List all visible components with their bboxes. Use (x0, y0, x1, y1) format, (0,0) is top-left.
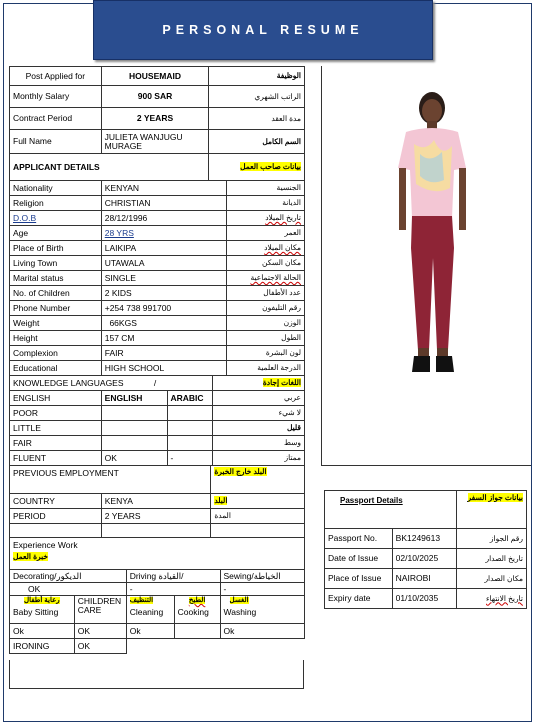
experience-childcare-value: OK (74, 624, 126, 639)
details-table (9, 180, 305, 376)
previous-period-ar: المدة (211, 509, 305, 524)
experience-row (10, 624, 305, 639)
language-arabic: - (167, 451, 213, 466)
language-ar: ممتاز (213, 451, 305, 466)
language-ar: لا شيء (213, 406, 305, 421)
passport-value: 01/10/2035 (392, 589, 457, 609)
language-english (101, 436, 167, 451)
detail-row (10, 316, 305, 331)
salary-value: 900 SAR (101, 86, 209, 108)
contract-label: Contract Period (10, 108, 102, 130)
experience-ar: الطبخ (188, 597, 206, 604)
previous-period-row (10, 509, 305, 524)
detail-row (10, 361, 305, 376)
experience-row (10, 596, 305, 624)
passport-label: Place of Issue (325, 569, 393, 589)
detail-value: 28 YRS (101, 226, 227, 241)
language-ar: قليل (213, 421, 305, 436)
experience-cleaning-value: Ok (126, 624, 174, 639)
salary-label: Monthly Salary (10, 86, 102, 108)
experience-babysitting-label: Baby Sitting (13, 607, 59, 618)
language-row (10, 406, 305, 421)
language-label: ENGLISH (10, 391, 102, 406)
language-ar: وسط (213, 436, 305, 451)
detail-row (10, 256, 305, 271)
experience-heading-row (10, 538, 305, 570)
detail-row (10, 271, 305, 286)
detail-ar: الحالة الاجتماعية (227, 271, 305, 286)
experience-ironing-label: IRONING (10, 639, 75, 654)
salary-ar: الراتب الشهري (209, 86, 305, 108)
detail-row (10, 181, 305, 196)
passport-ar: تاريخ الانتهاء (457, 589, 527, 609)
name-row (10, 130, 305, 154)
experience-row (10, 583, 305, 596)
passport-ar: رقم الجواز (457, 529, 527, 549)
detail-ar: الدرجة العلمية (227, 361, 305, 376)
passport-heading-ar: بيانات جواز السفر (467, 493, 523, 502)
applicant-label: APPLICANT DETAILS (10, 154, 209, 181)
post-ar: الوظيفة (209, 67, 305, 86)
language-arabic (167, 406, 213, 421)
name-label: Full Name (10, 130, 102, 154)
experience-driving-value: - (126, 583, 220, 596)
detail-ar: رقم التليفون (227, 301, 305, 316)
language-label: FAIR (10, 436, 102, 451)
detail-label: Height (10, 331, 102, 346)
experience-sewing-label: Sewing/الخياطة (220, 570, 304, 583)
applicant-ar: بيانات صاحب العمل (240, 162, 301, 172)
passport-label: Date of Issue (325, 549, 393, 569)
experience-row (10, 570, 305, 583)
detail-value: HIGH SCHOOL (101, 361, 227, 376)
passport-row (325, 549, 527, 569)
language-label: FLUENT (10, 451, 102, 466)
detail-label: Educational (10, 361, 102, 376)
language-col-arabic: ARABIC (167, 391, 213, 406)
languages-heading-ar: اللغات إجادة (262, 378, 301, 388)
experience-cooking-label: Cooking (177, 607, 209, 618)
previous-heading-ar: البلد خارج الخبرة (214, 467, 267, 476)
passport-label: Passport No. (325, 529, 393, 549)
detail-row (10, 346, 305, 361)
detail-row (10, 331, 305, 346)
detail-value: UTAWALA (101, 256, 227, 271)
experience-decorating-label: Decorating/الديكور (10, 570, 127, 583)
language-row (10, 421, 305, 436)
detail-label: D.O.B (10, 211, 102, 226)
title-banner (93, 0, 433, 60)
passport-table (324, 490, 527, 609)
post-row (10, 67, 305, 86)
previous-period-label: PERIOD (10, 509, 102, 524)
page-title: PERSONAL RESUME (162, 23, 364, 37)
detail-ar: مكان الميلاد (227, 241, 305, 256)
language-ar: عربي (213, 391, 305, 406)
language-row (10, 451, 305, 466)
previous-employment-table (9, 465, 305, 538)
detail-row (10, 196, 305, 211)
detail-label: Marital status (10, 271, 102, 286)
detail-ar: مكان السكن (227, 256, 305, 271)
language-arabic (167, 421, 213, 436)
passport-row (325, 529, 527, 549)
detail-label: Weight (10, 316, 102, 331)
applicant-photo (390, 88, 475, 380)
languages-slash: / (153, 377, 157, 388)
language-english (101, 406, 167, 421)
detail-ar: العمر (227, 226, 305, 241)
previous-heading: PREVIOUS EMPLOYMENT (10, 466, 211, 494)
detail-ar: الطول (227, 331, 305, 346)
detail-row (10, 226, 305, 241)
experience-decorating-value: OK (10, 583, 127, 596)
previous-period-value: 2 YEARS (101, 509, 211, 524)
contract-value: 2 YEARS (101, 108, 209, 130)
language-label: LITTLE (10, 421, 102, 436)
languages-table (9, 375, 305, 466)
experience-ar: التنظيف (129, 597, 154, 604)
language-english (101, 421, 167, 436)
name-value: JULIETA WANJUGU MURAGE (101, 130, 209, 154)
language-english: OK (101, 451, 167, 466)
previous-country-label: COUNTRY (10, 494, 102, 509)
post-label: Post Applied for (10, 67, 102, 86)
detail-label: Place of Birth (10, 241, 102, 256)
detail-row (10, 286, 305, 301)
contract-ar: مدة العقد (209, 108, 305, 130)
previous-heading-row (10, 466, 305, 494)
detail-value: CHRISTIAN (101, 196, 227, 211)
experience-driving-label: Driving القيادة/ (126, 570, 220, 583)
detail-value: 28/12/1996 (101, 211, 227, 226)
top-table (9, 66, 305, 181)
experience-footer-box (9, 660, 304, 689)
name-ar: السم الكامل (209, 130, 305, 154)
experience-washing-value: Ok (220, 624, 304, 639)
post-value: HOUSEMAID (101, 67, 209, 86)
experience-sewing-value: - (220, 583, 304, 596)
experience-heading: Experience Work (13, 540, 78, 550)
detail-label: No. of Children (10, 286, 102, 301)
experience-cooking-value (174, 624, 220, 639)
detail-label: Religion (10, 196, 102, 211)
detail-label: Nationality (10, 181, 102, 196)
detail-label: Phone Number (10, 301, 102, 316)
languages-heading-row (10, 376, 305, 391)
language-col-english: ENGLISH (101, 391, 167, 406)
language-row (10, 436, 305, 451)
detail-value: +254 738 991700 (101, 301, 227, 316)
experience-washing-label: Washing (223, 607, 257, 618)
detail-row (10, 301, 305, 316)
experience-row (10, 639, 305, 654)
detail-value: KENYAN (101, 181, 227, 196)
experience-table (9, 537, 305, 654)
passport-heading: Passport Details (340, 496, 403, 505)
detail-label: Living Town (10, 256, 102, 271)
passport-label: Expiry date (325, 589, 393, 609)
detail-ar: الديانة (227, 196, 305, 211)
detail-row (10, 241, 305, 256)
experience-ironing-value: OK (74, 639, 126, 654)
detail-value: FAIR (101, 346, 227, 361)
language-row (10, 391, 305, 406)
experience-ar: رعاية أطفال (24, 597, 60, 604)
passport-ar: مكان الصدار (457, 569, 527, 589)
detail-label: Age (10, 226, 102, 241)
detail-value: 2 KIDS (101, 286, 227, 301)
experience-babysitting-value: Ok (10, 624, 75, 639)
detail-ar: الوزن (227, 316, 305, 331)
applicant-row (10, 154, 305, 181)
passport-ar: تاريخ الصدار (457, 549, 527, 569)
detail-ar: تاريخ الميلاد (227, 211, 305, 226)
contract-row (10, 108, 305, 130)
languages-heading: KNOWLEDGE LANGUAGES (13, 377, 124, 388)
language-label: POOR (10, 406, 102, 421)
detail-ar: الجنسية (227, 181, 305, 196)
experience-heading-ar: خبرة العمل (13, 551, 49, 561)
detail-row (10, 211, 305, 226)
previous-country-value: KENYA (101, 494, 211, 509)
passport-value: 02/10/2025 (392, 549, 457, 569)
language-arabic (167, 436, 213, 451)
experience-childcare-label: CHILDREN CARE (74, 596, 126, 624)
previous-country-ar: البلد (214, 496, 228, 506)
detail-value: SINGLE (101, 271, 227, 286)
detail-ar: لون البشرة (227, 346, 305, 361)
detail-value: 66KGS (101, 316, 227, 331)
passport-heading-row (325, 491, 527, 529)
detail-label: Complexion (10, 346, 102, 361)
passport-row (325, 589, 527, 609)
previous-country-row (10, 494, 305, 509)
detail-ar: عدد الأطفال (227, 286, 305, 301)
detail-value: LAIKIPA (101, 241, 227, 256)
detail-value: 157 CM (101, 331, 227, 346)
salary-row (10, 86, 305, 108)
experience-ar: الغسل (229, 597, 249, 604)
passport-row (325, 569, 527, 589)
passport-value: BK1249613 (392, 529, 457, 549)
experience-cleaning-label: Cleaning (129, 607, 164, 618)
passport-value: NAIROBI (392, 569, 457, 589)
